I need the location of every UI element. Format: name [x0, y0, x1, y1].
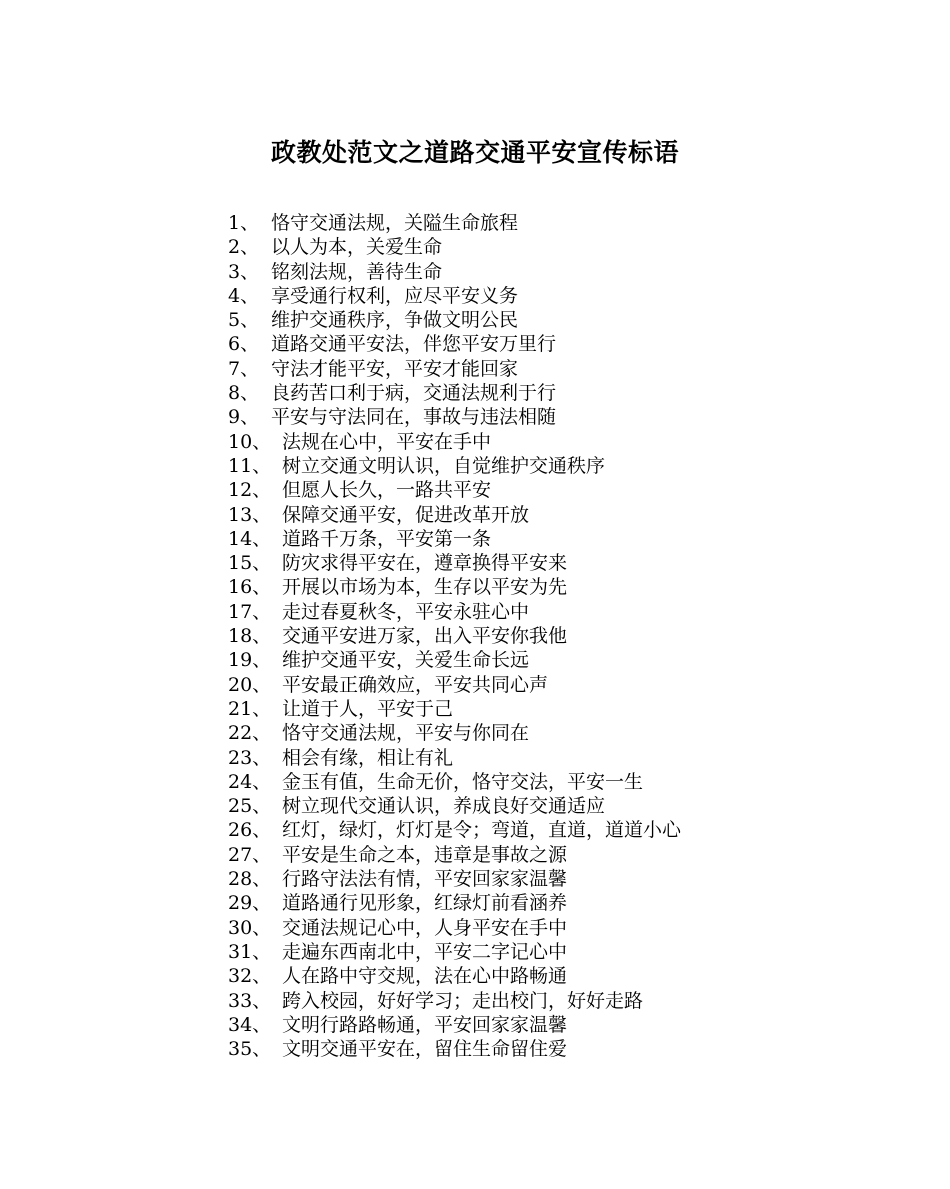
- list-item-text: 树立交通文明认识，自觉维护交通秩序: [282, 454, 606, 477]
- list-item-number: 26、: [228, 819, 272, 842]
- list-item-number: 3、: [228, 260, 260, 283]
- list-item-text: 文明行路路畅通，平安回家家温馨: [282, 1013, 568, 1036]
- list-item-text: 道路交通平安法，伴您平安万里行: [271, 333, 557, 356]
- list-item: [228, 989, 681, 1013]
- list-item-number: 25、: [228, 795, 272, 818]
- list-item: [228, 964, 681, 988]
- list-item-number: 8、: [228, 382, 260, 405]
- list-item-number: 12、: [228, 479, 272, 502]
- list-item-text: 树立现代交通认识，养成良好交通适应: [282, 795, 606, 818]
- list-item: [228, 794, 681, 818]
- list-item: [228, 697, 681, 721]
- list-item-text: 金玉有值，生命无价，恪守交法，平安一生: [282, 770, 644, 793]
- list-item-text: 维护交通秩序，争做文明公民: [271, 309, 519, 332]
- list-item-number: 35、: [228, 1038, 272, 1061]
- list-item-text: 守法才能平安，平安才能回家: [271, 357, 519, 380]
- list-item: [228, 527, 681, 551]
- list-item-text: 享受通行权利，应尽平安义务: [271, 284, 519, 307]
- slogan-list: [228, 211, 681, 1061]
- list-item: [228, 673, 681, 697]
- list-item-number: 13、: [228, 503, 272, 526]
- list-item-number: 20、: [228, 673, 272, 696]
- list-item: [228, 721, 681, 745]
- list-item: [228, 260, 681, 284]
- list-item-text: 但愿人长久，一路共平安: [282, 479, 492, 502]
- list-item-text: 道路通行见形象，红绿灯前看涵养: [282, 892, 568, 915]
- list-item: [228, 551, 681, 575]
- list-item-text: 走过春夏秋冬，平安永驻心中: [282, 600, 530, 623]
- list-item-text: 以人为本，关爱生命: [271, 236, 443, 259]
- list-item-number: 16、: [228, 576, 272, 599]
- list-item-text: 交通法规记心中，人身平安在手中: [282, 916, 568, 939]
- list-item-number: 24、: [228, 770, 272, 793]
- list-item-number: 28、: [228, 868, 272, 891]
- list-item-number: 34、: [228, 1013, 272, 1036]
- list-item-number: 15、: [228, 552, 272, 575]
- list-item: [228, 332, 681, 356]
- list-item: [228, 284, 681, 308]
- document-title: 政教处范文之道路交通平安宣传标语: [270, 138, 679, 167]
- list-item-number: 23、: [228, 746, 272, 769]
- list-item-text: 行路守法法有情，平安回家家温馨: [282, 868, 568, 891]
- list-item: [228, 600, 681, 624]
- list-item: [228, 454, 681, 478]
- list-item-number: 14、: [228, 527, 272, 550]
- list-item: [228, 381, 681, 405]
- list-item-number: 21、: [228, 697, 272, 720]
- list-item: [228, 308, 681, 332]
- list-item: [228, 843, 681, 867]
- list-item: [228, 770, 681, 794]
- list-item: [228, 430, 681, 454]
- list-item-text: 平安最正确效应，平安共同心声: [282, 673, 549, 696]
- list-item: [228, 624, 681, 648]
- list-item-number: 1、: [228, 212, 260, 234]
- list-item-number: 30、: [228, 916, 272, 939]
- list-item: [228, 916, 681, 940]
- list-item: [228, 1013, 681, 1037]
- list-item-text: 红灯，绿灯，灯灯是令；弯道，直道，道道小心: [282, 819, 682, 842]
- list-item-text: 交通平安进万家，出入平安你我他: [282, 625, 568, 648]
- list-item-text: 良药苦口利于病，交通法规利于行: [271, 382, 557, 405]
- list-item-number: 2、: [228, 236, 260, 259]
- list-item-text: 人在路中守交规，法在心中路畅通: [282, 965, 568, 988]
- list-item: [228, 818, 681, 842]
- list-item: [228, 1037, 681, 1061]
- list-item-text: 恪守交通法规，关隘生命旅程: [271, 212, 519, 234]
- list-item-number: 6、: [228, 333, 260, 356]
- list-item-text: 保障交通平安，促进改革开放: [282, 503, 530, 526]
- list-item-text: 跨入校园，好好学习；走出校门，好好走路: [282, 989, 644, 1012]
- list-item-number: 19、: [228, 649, 272, 672]
- list-item-text: 防灾求得平安在，遵章换得平安来: [282, 552, 568, 575]
- list-item: [228, 746, 681, 770]
- list-item-number: 10、: [228, 430, 272, 453]
- list-item-text: 开展以市场为本，生存以平安为先: [282, 576, 568, 599]
- list-item-number: 29、: [228, 892, 272, 915]
- list-item-text: 相会有缘，相让有礼: [282, 746, 454, 769]
- list-item: [228, 940, 681, 964]
- list-item-number: 31、: [228, 940, 272, 963]
- list-item-text: 让道于人，平安于己: [282, 697, 454, 720]
- list-item-number: 9、: [228, 406, 260, 429]
- list-item-number: 4、: [228, 284, 260, 307]
- list-item-number: 5、: [228, 309, 260, 332]
- list-item-text: 恪守交通法规，平安与你同在: [282, 722, 530, 745]
- list-item-number: 11、: [228, 454, 272, 477]
- list-item-text: 平安是生命之本，违章是事故之源: [282, 843, 568, 866]
- list-item-number: 32、: [228, 965, 272, 988]
- list-item-number: 22、: [228, 722, 272, 745]
- list-item: [228, 503, 681, 527]
- list-item-number: 33、: [228, 989, 272, 1012]
- list-item-number: 7、: [228, 357, 260, 380]
- list-item-number: 27、: [228, 843, 272, 866]
- list-item-text: 法规在心中，平安在手中: [282, 430, 492, 453]
- list-item: [228, 891, 681, 915]
- list-item-number: 18、: [228, 625, 272, 648]
- list-item-text: 平安与守法同在，事故与违法相随: [271, 406, 557, 429]
- list-item: [228, 575, 681, 599]
- list-item: [228, 405, 681, 429]
- list-item: [228, 648, 681, 672]
- list-item-text: 铭刻法规，善待生命: [271, 260, 443, 283]
- list-item-text: 道路千万条，平安第一条: [282, 527, 492, 550]
- list-item-text: 维护交通平安，关爱生命长远: [282, 649, 530, 672]
- list-item-text: 走遍东西南北中，平安二字记心中: [282, 940, 568, 963]
- list-item: [228, 211, 681, 235]
- list-item: [228, 235, 681, 259]
- list-item-number: 17、: [228, 600, 272, 623]
- list-item-text: 文明交通平安在，留住生命留住爱: [282, 1038, 568, 1061]
- list-item: [228, 357, 681, 381]
- list-item: [228, 867, 681, 891]
- list-item: [228, 478, 681, 502]
